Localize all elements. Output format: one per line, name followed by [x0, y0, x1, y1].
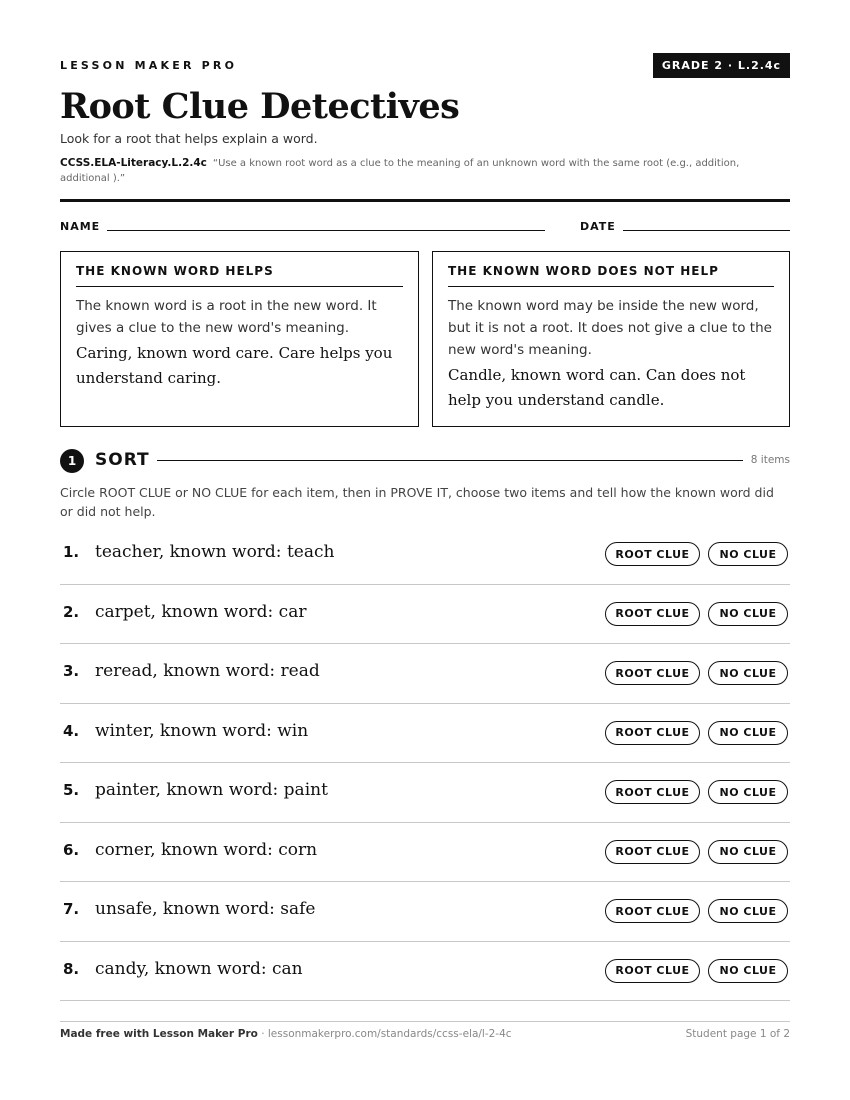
box-heading: THE KNOWN WORD DOES NOT HELP [448, 264, 774, 287]
date-label: DATE [580, 220, 616, 233]
item-text: carpet, known word: car [95, 601, 307, 622]
list-item [60, 644, 790, 704]
footer-made-with: Made free with Lesson Maker Pro [60, 1028, 258, 1040]
root-clue-option[interactable]: ROOT CLUE [605, 542, 700, 566]
section-divider [157, 460, 743, 461]
list-item [60, 585, 790, 645]
known-word-does-not-help-box [432, 251, 790, 427]
no-clue-option[interactable]: NO CLUE [708, 721, 788, 745]
box-heading: THE KNOWN WORD HELPS [76, 264, 403, 287]
standard-reference [60, 156, 790, 186]
page-title: Root Clue Detectives [60, 86, 460, 127]
root-clue-option[interactable]: ROOT CLUE [605, 840, 700, 864]
standard-text: “Use a known root word as a clue to the meaning of an unknown word with the same root (e.g., addition, additional ).” [60, 158, 740, 184]
item-text: corner, known word: corn [95, 839, 318, 860]
sort-items-list [60, 525, 790, 1001]
name-field[interactable] [107, 230, 545, 231]
box-example: Caring, known word care. Care helps you understand caring. [76, 344, 393, 387]
section-title: SORT [95, 450, 150, 470]
grade-badge: GRADE 2 · L.2.4c [653, 53, 790, 78]
item-number: 5. [63, 781, 80, 799]
footer-credit [60, 1028, 512, 1040]
item-text: candy, known word: can [95, 958, 303, 979]
root-clue-option[interactable]: ROOT CLUE [605, 780, 700, 804]
no-clue-option[interactable]: NO CLUE [708, 661, 788, 685]
root-clue-option[interactable]: ROOT CLUE [605, 602, 700, 626]
item-text: unsafe, known word: safe [95, 899, 316, 919]
item-number: 3. [63, 662, 80, 680]
item-number: 7. [63, 900, 80, 918]
item-number: 4. [63, 721, 80, 740]
no-clue-option[interactable]: NO CLUE [708, 602, 788, 626]
page-number: Student page 1 of 2 [685, 1028, 790, 1040]
item-text: teacher, known word: teach [95, 542, 335, 562]
header-divider [60, 199, 790, 202]
item-text: winter, known word: win [95, 720, 309, 741]
list-item [60, 763, 790, 823]
root-clue-option[interactable]: ROOT CLUE [605, 721, 700, 745]
item-text: reread, known word: read [95, 661, 320, 681]
root-clue-option[interactable]: ROOT CLUE [605, 899, 700, 923]
list-item [60, 525, 790, 585]
brand-name: LESSON MAKER PRO [60, 59, 238, 72]
no-clue-option[interactable]: NO CLUE [708, 959, 788, 983]
no-clue-option[interactable]: NO CLUE [708, 899, 788, 923]
worksheet-page [60, 0, 790, 1100]
box-explanation: The known word is a root in the new word. It gives a clue to the new word's meaning. [76, 298, 377, 336]
list-item [60, 823, 790, 883]
root-clue-option[interactable]: ROOT CLUE [605, 959, 700, 983]
no-clue-option[interactable]: NO CLUE [708, 542, 788, 566]
list-item [60, 704, 790, 764]
item-number: 6. [63, 840, 80, 859]
footer-url[interactable]: · lessonmakerpro.com/standards/ccss-ela/l-2-4c [257, 1028, 512, 1040]
item-count: 8 items [750, 454, 790, 466]
no-clue-option[interactable]: NO CLUE [708, 780, 788, 804]
item-number: 8. [63, 959, 80, 978]
page-subtitle: Look for a root that helps explain a word. [60, 131, 318, 146]
date-field[interactable] [623, 230, 790, 231]
name-label: NAME [60, 220, 101, 233]
known-word-helps-box [60, 251, 419, 427]
box-example: Candle, known word can. Can does not help you understand candle. [448, 366, 746, 409]
list-item [60, 942, 790, 1002]
standard-code: CCSS.ELA-Literacy.L.2.4c [60, 157, 207, 169]
root-clue-option[interactable]: ROOT CLUE [605, 661, 700, 685]
item-number: 2. [63, 602, 80, 621]
no-clue-option[interactable]: NO CLUE [708, 840, 788, 864]
footer-divider [60, 1021, 790, 1022]
item-number: 1. [63, 543, 80, 561]
box-explanation: The known word may be inside the new word, but it is not a root. It does not give a clue to the new word's meaning. [448, 298, 772, 358]
section-number-badge: 1 [60, 449, 84, 473]
section-instructions: Circle ROOT CLUE or NO CLUE for each item, then in PROVE IT, choose two items and tell how the known word did or did not help. [60, 485, 774, 519]
item-text: painter, known word: paint [95, 780, 328, 800]
list-item [60, 882, 790, 942]
